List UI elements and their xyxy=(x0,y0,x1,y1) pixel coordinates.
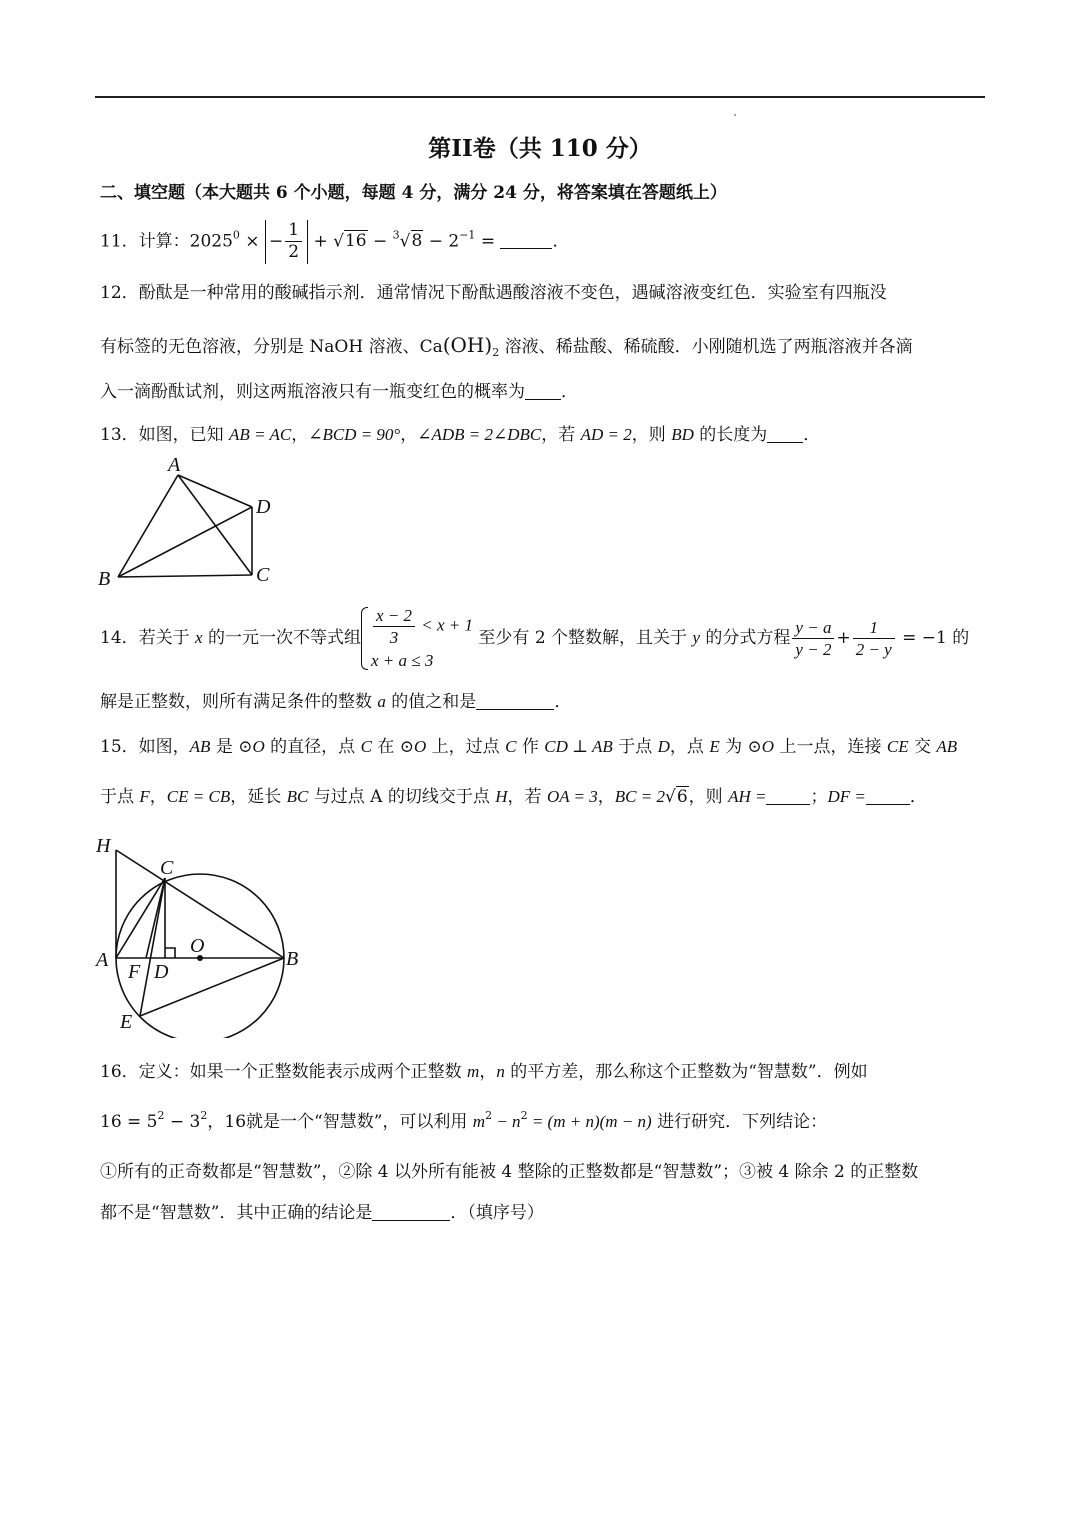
question-12-line2 xyxy=(100,333,913,357)
q15-oa: OA = 3 xyxy=(546,787,598,806)
q16-l2e: − n xyxy=(492,1112,521,1131)
q15-l1i: 为 ⊙ xyxy=(719,737,762,757)
q11-exp-neg1: −1 xyxy=(459,228,476,242)
q16-comma: ， xyxy=(479,1062,497,1082)
q14-y: y xyxy=(692,628,701,648)
q14-prefix: 14．若关于 xyxy=(100,628,196,649)
section-heading: 二、填空题（本大题共 6 个小题，每题 4 分，满分 24 分，将答案填在答题纸上） xyxy=(100,183,727,203)
question-15-line1 xyxy=(100,737,957,757)
q15-l1a: 15．如图， xyxy=(100,737,190,757)
q11-cube-arg: 8 xyxy=(411,231,423,252)
q15-l1k: 交 xyxy=(908,737,937,757)
stray-dot xyxy=(734,114,736,116)
question-14-line2 xyxy=(100,692,571,712)
q15-l1d: 在 ⊙ xyxy=(371,737,414,757)
q15-d: D xyxy=(657,737,670,756)
q14-r1-den: 3 xyxy=(389,628,399,648)
q14-f2-num: 1 xyxy=(853,617,895,639)
q15-c2: C xyxy=(505,737,517,756)
q11-cube-index: 3 xyxy=(392,228,400,242)
label-C: C xyxy=(256,564,270,586)
q15-l1e: 上，过点 xyxy=(426,737,506,757)
q16-sup3: 2 xyxy=(485,1109,493,1122)
q16-l2g: 进行研究．下列结论： xyxy=(651,1112,828,1132)
q14-r1-frac xyxy=(373,605,415,649)
question-15-line2: 于点 F，CE = CB，延长 BC 与过点 A 的切线交于点 H，若 OA = 3，BC = 2√6，则 AH = ；DF = ． xyxy=(100,787,927,807)
q14-f1 xyxy=(792,617,834,661)
q11-plus: + xyxy=(308,231,334,252)
q14-f1-num: y − a xyxy=(792,617,834,639)
question-14 xyxy=(100,605,969,672)
segment-cf xyxy=(146,878,165,958)
q15-ce: CE xyxy=(886,737,909,756)
q13-sep4: ，则 xyxy=(631,425,672,445)
q14-mid3: 的分式方程 xyxy=(700,628,791,649)
label-A: A xyxy=(168,455,181,476)
q15-l2b: ， xyxy=(149,787,167,807)
q15-l1g: 于点 xyxy=(612,737,658,757)
q15-ab: AB xyxy=(189,737,211,756)
q15-o1: O xyxy=(252,737,265,756)
q13-prefix: 13．如图，已知 xyxy=(100,425,230,445)
header-rule xyxy=(95,96,985,98)
q15-bcv: BC = 2 xyxy=(614,787,665,806)
q15-h: H xyxy=(495,787,508,806)
q13-sep3: ，若 xyxy=(541,425,581,445)
q11-prefix: 11．计算： xyxy=(100,231,190,252)
label-D: D xyxy=(154,961,169,983)
q13-sep2: ， xyxy=(400,425,418,445)
q15-l1j: 上一点，连接 xyxy=(774,737,887,757)
question-12-line1: 12．酚酞是一种常用的酸碱指示剂．通常情况下酚酞遇酸溶液不变色，遇碱溶液变红色．实验室有四瓶没 xyxy=(100,283,887,303)
q15-o3: O xyxy=(761,737,775,756)
q13-cond1: AB = AC xyxy=(229,425,292,444)
answer-blank-13[interactable] xyxy=(767,425,803,443)
q14-mid2: 至少有 2 个整数解，且关于 xyxy=(473,628,693,649)
q15-cecb: CE = CB xyxy=(166,787,231,806)
q12-l2a: 有标签的无色溶液，分别是 NaOH 溶液、Ca xyxy=(100,337,443,357)
q16-l2f: = (m + n)(m − n) xyxy=(527,1112,652,1131)
q11-minus2: − xyxy=(367,231,393,252)
question-16-line1 xyxy=(100,1062,868,1082)
q13-cond2: ∠BCD = 90° xyxy=(308,425,401,444)
q11-exp0: 0 xyxy=(232,228,240,242)
q12-oh: (OH) xyxy=(442,333,493,357)
q14-l2b: 的值之和是 xyxy=(385,692,477,712)
q15-o2: O xyxy=(413,737,427,756)
q16-l4b: ．（填序号） xyxy=(450,1203,544,1223)
q13-bd: BD xyxy=(671,425,694,444)
q11-den: 2 xyxy=(288,242,300,263)
q13-sep5: 的长度为 xyxy=(693,425,768,445)
right-angle-mark xyxy=(165,948,175,958)
q11-end: ． xyxy=(552,231,570,252)
q14-x: x xyxy=(195,628,203,648)
figure-15 xyxy=(90,828,315,1038)
q14-eq: = −1 的 xyxy=(896,628,970,649)
q15-l2a: 于点 xyxy=(100,787,140,807)
q14-a: a xyxy=(377,692,386,711)
q14-f2-den: 2 − y xyxy=(855,640,892,660)
q15-e: E xyxy=(709,737,720,756)
q15-bc: BC xyxy=(286,787,309,806)
q11-times: × xyxy=(239,231,260,252)
q14-mid1: 的一元一次不等式组 xyxy=(202,628,361,649)
q14-plus: + xyxy=(836,628,851,649)
label-B: B xyxy=(98,568,111,590)
q15-f: F xyxy=(139,787,150,806)
q16-l2a: 16 = 5 xyxy=(100,1112,158,1132)
q15-ab2: AB xyxy=(936,737,958,756)
q15-c1: C xyxy=(360,737,372,756)
q14-f1-den: y − 2 xyxy=(795,640,832,660)
figure-13 xyxy=(90,455,290,590)
answer-blank-15a[interactable] xyxy=(766,787,810,805)
q13-end: ． xyxy=(803,425,821,445)
q11-abs xyxy=(265,220,308,264)
q16-m: m xyxy=(467,1062,480,1081)
answer-blank-14[interactable] xyxy=(476,692,554,710)
answer-blank-12[interactable] xyxy=(525,382,561,400)
q11-eq: = xyxy=(475,231,501,252)
q13-cond3: ∠ADB = 2∠DBC xyxy=(417,425,542,444)
q16-sup2: 2 xyxy=(200,1109,208,1122)
q11-num: 1 xyxy=(285,220,302,242)
page-title: 第II卷（共 110 分） xyxy=(428,135,652,162)
q15-sqrt6: 6 xyxy=(676,787,688,807)
segment-bc xyxy=(118,575,252,577)
question-12-line3 xyxy=(100,382,578,402)
q15-l2c: ，延长 xyxy=(230,787,287,807)
question-16-line2 xyxy=(100,1109,828,1132)
q13-cond4: AD = 2 xyxy=(580,425,632,444)
q14-end: ． xyxy=(554,692,572,712)
q12-l2d: 溶液、稀盐酸、稀硫酸．小刚随机选了两瓶溶液并各滴 xyxy=(499,337,913,357)
question-16-line4 xyxy=(100,1203,544,1223)
q15-l2e: ，若 xyxy=(507,787,547,807)
q11-minus3: − 2 xyxy=(423,231,460,252)
label-F: F xyxy=(128,961,141,983)
q14-r1-rest: < x + 1 xyxy=(417,615,474,635)
q16-l2b: − 3 xyxy=(164,1112,201,1132)
q16-l4a: 都不是“智慧数”．其中正确的结论是 xyxy=(100,1203,373,1223)
label-C: C xyxy=(160,857,174,879)
q15-l1c: 的直径，点 xyxy=(264,737,361,757)
segment-ac xyxy=(178,475,252,575)
q16-l1a: 16．定义：如果一个正整数能表示成两个正整数 xyxy=(100,1062,468,1082)
q12-end: ． xyxy=(561,382,578,402)
label-H: H xyxy=(96,835,111,857)
q15-l2f: ， xyxy=(597,787,615,807)
q15-l1h: ，点 xyxy=(669,737,710,757)
q16-n: n xyxy=(496,1062,505,1081)
q15-l1f: 作 xyxy=(516,737,545,757)
q12-l3a: 入一滴酚酞试剂，则这两瓶溶液只有一瓶变红色的概率为 xyxy=(100,382,525,402)
q14-r2: x + a ≤ 3 xyxy=(371,650,434,670)
label-B: B xyxy=(286,948,299,970)
q11-frac xyxy=(285,220,302,264)
answer-blank-15b[interactable] xyxy=(866,787,910,805)
q15-ah: AH = xyxy=(728,787,767,806)
label-O: O xyxy=(190,935,205,957)
label-D: D xyxy=(256,496,271,518)
q16-sup4: 2 xyxy=(520,1109,528,1122)
q16-l2c: ，16就是一个“智慧数”，可以利用 xyxy=(207,1112,473,1132)
q16-sup1: 2 xyxy=(157,1109,165,1122)
q15-l2h: ； xyxy=(810,787,828,807)
label-A: A xyxy=(96,949,109,971)
q15-end: ． xyxy=(909,787,927,807)
q14-inequality-system xyxy=(361,605,473,672)
q14-f2 xyxy=(853,617,895,661)
q15-l2d: 与过点 A 的切线交于点 xyxy=(308,787,496,807)
q15-l1b: 是 ⊙ xyxy=(210,737,253,757)
question-11: 11．计算：$2025^0$ × − $\frac{1}{2}$ + $√16 - ^3√8 - 2^{-1}$ = ． xyxy=(100,220,570,263)
q16-l1b: 的平方差，那么称这个正整数为“智慧数”．例如 xyxy=(504,1062,868,1082)
q16-l2d: m xyxy=(472,1112,486,1131)
question-16-line3: ①所有的正奇数都是“智慧数”，②除 4 以外所有能被 4 整除的正整数都是“智慧数”；③被 4 除余 2 的正整数 xyxy=(100,1162,919,1182)
q15-cdab: CD ⊥ AB xyxy=(544,737,613,756)
q11-sqrt16: 16 xyxy=(344,231,367,252)
q15-l2g: ，则 xyxy=(688,787,729,807)
answer-blank-11[interactable] xyxy=(500,231,552,249)
answer-blank-16[interactable] xyxy=(372,1203,450,1221)
label-E: E xyxy=(120,1011,133,1033)
question-13 xyxy=(100,425,820,445)
q14-r1-num: x − 2 xyxy=(373,605,415,627)
q13-sep1: ， xyxy=(291,425,309,445)
q11-neg: − xyxy=(268,231,284,252)
q14-l2a: 解是正整数，则所有满足条件的整数 xyxy=(100,692,378,712)
q15-df: DF = xyxy=(827,787,866,806)
q12-sub2: 2 xyxy=(492,346,500,359)
q11-base: 2025 xyxy=(189,231,233,252)
